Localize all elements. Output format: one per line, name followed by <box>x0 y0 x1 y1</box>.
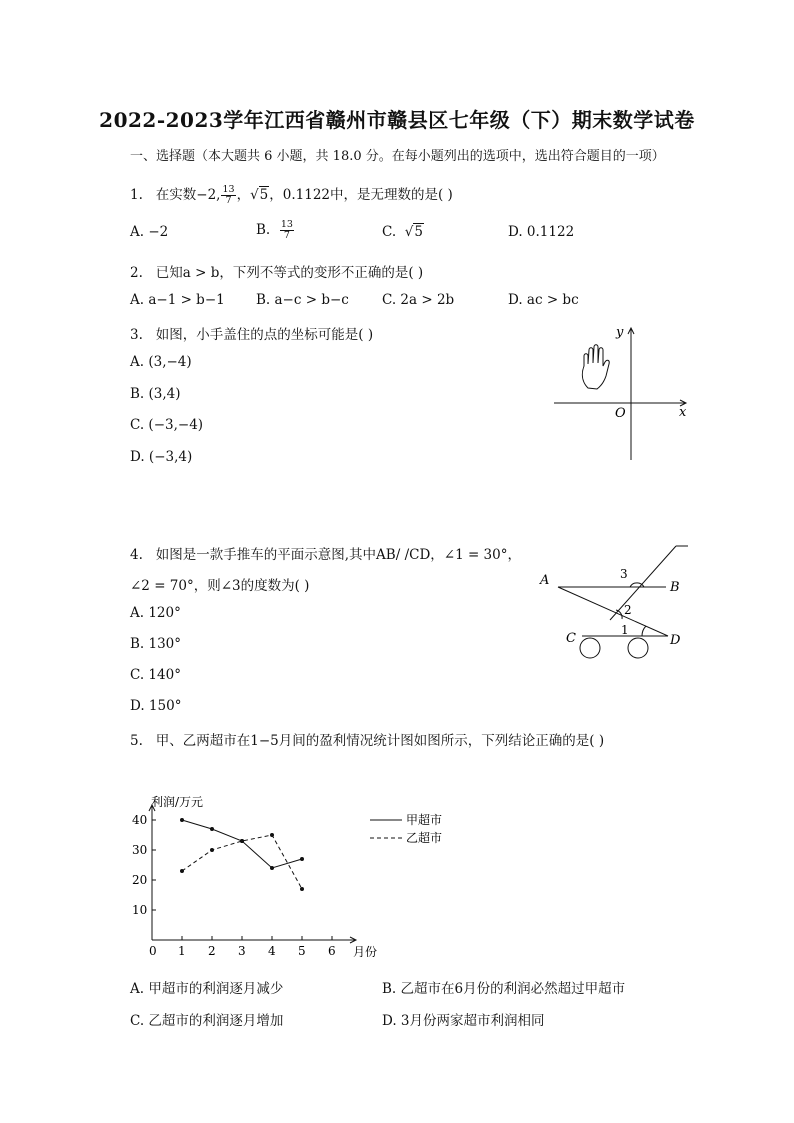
q1-option-b-fraction <box>280 220 294 241</box>
chart-point-series-1 <box>300 857 304 861</box>
line-ad <box>558 587 668 636</box>
angle-1-label: 1 <box>621 623 629 637</box>
q2-number: 2. <box>130 265 143 281</box>
chart-x-tick-label: 4 <box>268 944 276 958</box>
chart-series-line-1 <box>182 820 302 868</box>
hand-icon <box>582 345 609 389</box>
q3-option-a[interactable]: A. (3,−4) <box>130 354 192 370</box>
chart-y-tick-label: 10 <box>132 903 148 917</box>
q1-text-pre: 在实数−2, <box>155 187 221 203</box>
chart-series <box>180 818 304 891</box>
chart-point-series-1 <box>270 866 274 870</box>
angle-2-label: 2 <box>624 603 632 617</box>
q1-option-b-label: B. <box>256 222 271 238</box>
q3-y-label: y <box>616 325 624 340</box>
handle-line <box>610 546 676 620</box>
chart-point-series-2 <box>180 869 184 873</box>
section-heading: 一、选择题（本大题共 6 小题，共 18.0 分。在每小题列出的选项中，选出符合题目的一项） <box>130 149 665 164</box>
q4-option-c[interactable]: C. 140° <box>130 667 181 683</box>
q2-option-b[interactable]: B. a−c > b−c <box>256 292 349 308</box>
q4-option-a[interactable]: A. 120° <box>130 605 181 621</box>
q1-option-c-sqrt: √5 <box>404 224 423 240</box>
question-1 <box>130 183 453 206</box>
chart-y-label: 利润/万元 <box>151 795 204 809</box>
chart-axes <box>149 805 356 943</box>
q5-option-a[interactable]: A. 甲超市的利润逐月减少 <box>130 981 284 997</box>
chart-legend <box>366 810 476 850</box>
q1-option-d[interactable]: D. 0.1122 <box>508 224 575 240</box>
q3-option-b[interactable]: B. (3,4) <box>130 386 181 402</box>
q5-option-b[interactable]: B. 乙超市在6月份的利润必然超过甲超市 <box>382 981 626 997</box>
chart-y-tick-label: 40 <box>132 813 148 827</box>
wheel-right <box>628 638 648 658</box>
question-5 <box>130 729 604 749</box>
q1-frac-num: 13 <box>222 184 235 195</box>
label-c: C <box>566 631 576 646</box>
q1-number: 1. <box>130 187 143 203</box>
angle-3-label: 3 <box>620 567 628 581</box>
chart-x-tick-label: 0 <box>149 944 157 958</box>
q1-option-a[interactable]: A. −2 <box>130 224 169 240</box>
q1-optb-num: 13 <box>280 219 293 230</box>
q1-optb-den: 7 <box>283 230 290 241</box>
question-4 <box>130 543 521 563</box>
q1-text-post: ，0.1122中，是无理数的是( ) <box>269 187 453 203</box>
q5-option-c[interactable]: C. 乙超市的利润逐月增加 <box>130 1013 284 1029</box>
q3-option-d[interactable]: D. (−3,4) <box>130 449 193 465</box>
q5-option-d[interactable]: D. 3月份两家超市利润相同 <box>382 1013 545 1029</box>
q4-option-d[interactable]: D. 150° <box>130 698 182 714</box>
q4-number: 4. <box>130 547 143 563</box>
q4-text-line1: 如图是一款手推车的平面示意图,其中AB/ /CD，∠1 = 30°， <box>155 547 521 563</box>
q3-x-label: x <box>679 405 687 420</box>
q4-option-b[interactable]: B. 130° <box>130 636 182 652</box>
q1-sqrt-val: 5 <box>259 187 269 203</box>
q3-coordinate-figure <box>548 320 698 465</box>
legend-series-1: 甲超市 <box>406 813 443 827</box>
label-d: D <box>670 633 681 648</box>
q1-option-c-val: 5 <box>414 224 423 240</box>
q3-text: 如图，小手盖住的点的坐标可能是( ) <box>155 327 374 343</box>
q1-sqrt <box>250 187 269 203</box>
q1-option-c-label: C. <box>382 224 397 240</box>
q3-number: 3. <box>130 327 143 343</box>
chart-series-line-2 <box>182 835 302 889</box>
q5-text: 甲、乙两超市在1−5月间的盈利情况统计图如图所示，下列结论正确的是( ) <box>155 733 605 749</box>
q1-option-b[interactable] <box>256 220 295 241</box>
legend-series-2: 乙超市 <box>406 831 443 845</box>
q2-text: 已知a > b，下列不等式的变形不正确的是( ) <box>155 265 424 281</box>
q3-origin-label: O <box>615 406 626 421</box>
q4-text-line2: ∠2 = 70°，则∠3的度数为( ) <box>130 578 310 594</box>
chart-point-series-2 <box>240 839 244 843</box>
chart-x-label: 月份 <box>353 945 378 959</box>
chart-point-series-2 <box>300 887 304 891</box>
chart-x-tick-label: 1 <box>178 944 186 958</box>
q2-option-a[interactable]: A. a−1 > b−1 <box>130 292 225 308</box>
page-title: 2022-2023学年江西省赣州市赣县区七年级（下）期末数学试卷 <box>99 108 695 132</box>
q2-option-d[interactable]: D. ac > bc <box>508 292 579 308</box>
chart-ticks <box>132 813 336 958</box>
q3-option-c[interactable]: C. (−3,−4) <box>130 417 204 433</box>
label-b: B <box>670 580 680 595</box>
chart-y-tick-label: 30 <box>132 843 148 857</box>
chart-point-series-2 <box>210 848 214 852</box>
q2-option-c[interactable]: C. 2a > 2b <box>382 292 455 308</box>
q4-handcart-figure <box>530 540 694 665</box>
label-a: A <box>540 573 550 588</box>
q1-fraction <box>221 185 235 206</box>
q5-number: 5. <box>130 733 143 749</box>
chart-x-tick-label: 2 <box>208 944 216 958</box>
chart-point-series-1 <box>210 827 214 831</box>
question-2 <box>130 261 423 281</box>
q1-sqrt-sign: √ <box>250 187 259 203</box>
q1-option-c[interactable] <box>382 224 424 240</box>
chart-point-series-2 <box>270 833 274 837</box>
chart-y-tick-label: 20 <box>132 873 148 887</box>
angle-1-arc <box>642 626 646 636</box>
q1-frac-den: 7 <box>225 195 232 206</box>
chart-point-series-1 <box>180 818 184 822</box>
chart-x-tick-label: 6 <box>328 944 336 958</box>
wheel-left <box>580 638 600 658</box>
question-3 <box>130 323 373 343</box>
chart-x-tick-label: 5 <box>298 944 306 958</box>
q1-text-mid: ， <box>236 187 251 203</box>
chart-x-tick-label: 3 <box>238 944 246 958</box>
